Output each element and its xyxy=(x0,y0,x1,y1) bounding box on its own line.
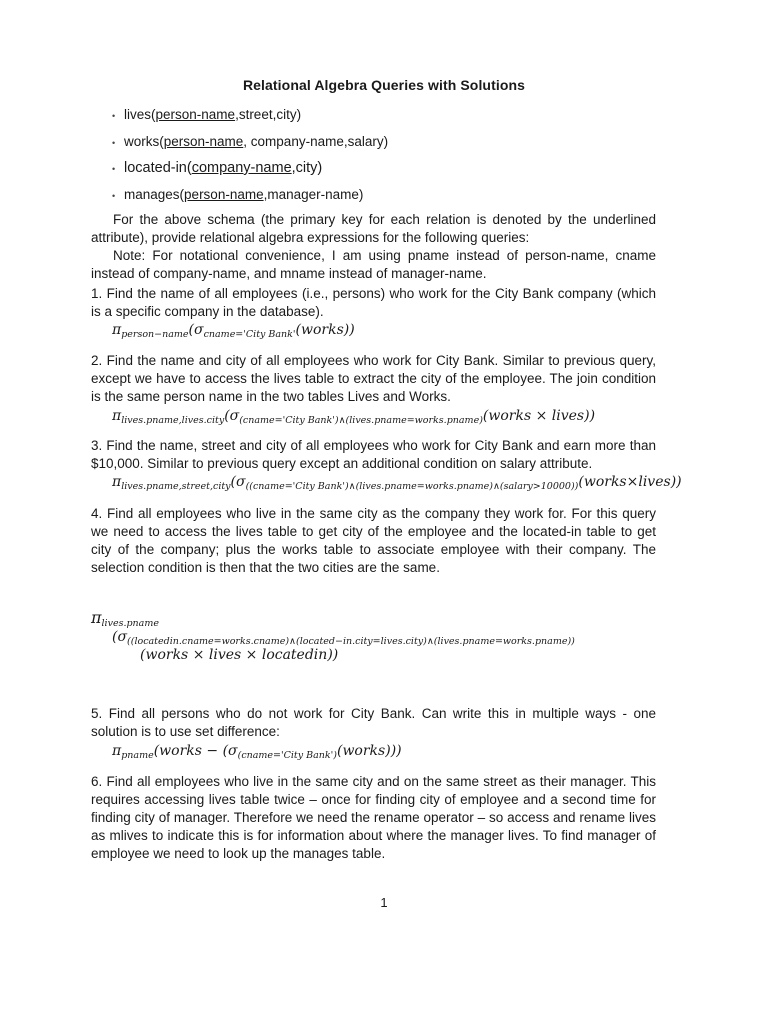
schema-list xyxy=(112,106,388,212)
bullet-icon: • xyxy=(112,164,116,174)
primary-key: company-name xyxy=(191,160,292,176)
query-3-formula: $\pi_{lives.pname,street,city}(\sigma_{((cname='City Bank')\wedge(lives.pname=works.pname)\wedge(salary>10000))}(works\times lives))$ xyxy=(112,474,682,492)
query-5-text: 5. Find all persons who do not work for City Bank. Can write this in multiple ways - one solution is to use set difference: xyxy=(91,706,656,739)
query-5-formula: $\pi_{pname}(works$ − $(\sigma_{(cname='City Bank')}(works))$) xyxy=(112,743,402,761)
primary-key: person-name xyxy=(184,186,264,202)
query-4-formula-selection: ($\sigma_{((locatedin.cname=works.cname)\wedge(located-in.city=lives.city)\wedge(lives.pname=works.pname))}$ xyxy=(112,629,575,647)
query-6-text: 6. Find all employees who live in the same city and on the same street as their manager. This requires accessing lives table twice – once for finding city of employee and a second time for finding city of manager. Therefore we need the rename operator – so access and rename lives as mlives to indicate this is for information about where the manager lives. To find manager of employee we need to look up the manages table. xyxy=(91,774,656,861)
schema-item: • located-in( company-name ,city) xyxy=(112,160,323,176)
page-number: 1 xyxy=(380,895,388,910)
note-paragraph: Note: For notational convenience, I am using pname instead of person-name, cname instead of company-name, and mname instead of manager-name. xyxy=(91,248,656,281)
query-2-text: 2. Find the name and city of all employees who work for City Bank. Similar to previous query, except we have to access the lives table to extract the city of the employee. The join condition is the same person name in the two tables Lives and Works. xyxy=(91,353,656,404)
query-4-text: 4. Find all employees who live in the same city as the company they work for. For this query we need to access the lives table to get city of the employee and the located-in table to get city of the company; plus the works table to associate employee with their company. The selection condition is then that the two cities are the same. xyxy=(91,506,656,575)
bullet-icon: • xyxy=(112,190,116,201)
primary-key: person-name xyxy=(163,133,244,149)
query-4-formula-projection: $\pi_{lives.pname}$ xyxy=(91,608,159,629)
bullet-icon: • xyxy=(112,137,116,148)
query-1-formula: $\pi_{person-name}(\sigma_{cname='City Bank'}(works))$ xyxy=(112,322,355,340)
intro-paragraph: For the above schema (the primary key for each relation is denoted by the underlined attribute), provide relational algebra expressions for the following queries: Note: For notational convenience, I am using pname instead of person-name, cname instead of company-name, and mname instead of manager-name. xyxy=(91,212,656,281)
primary-key: person-name xyxy=(155,107,236,122)
query-2-formula: $\pi_{lives.pname,lives.city}(\sigma_{(cname='City Bank')\wedge(lives.pname=works.pname)}(works$ × lives)) xyxy=(112,408,596,426)
bullet-icon: • xyxy=(112,111,116,121)
schema-item: • works( person-name , company-name,salary) xyxy=(112,133,388,160)
query-4-formula-relations: (works × lives × locatedin)) xyxy=(140,647,339,663)
query-3-text: 3. Find the name, street and city of all employees who work for City Bank and earn more than $10,000. Similar to previous query except an additional condition on salary attribute. xyxy=(91,438,656,471)
schema-item: • manages( person-name ,manager-name) xyxy=(112,186,388,213)
schema-item: • lives( person-name ,street,city) xyxy=(112,106,388,133)
page-title: Relational Algebra Queries with Solutions xyxy=(242,77,526,93)
query-1-text: 1. Find the name of all employees (i.e., persons) who work for the City Bank company (which is a specific company in the database). xyxy=(91,286,656,319)
